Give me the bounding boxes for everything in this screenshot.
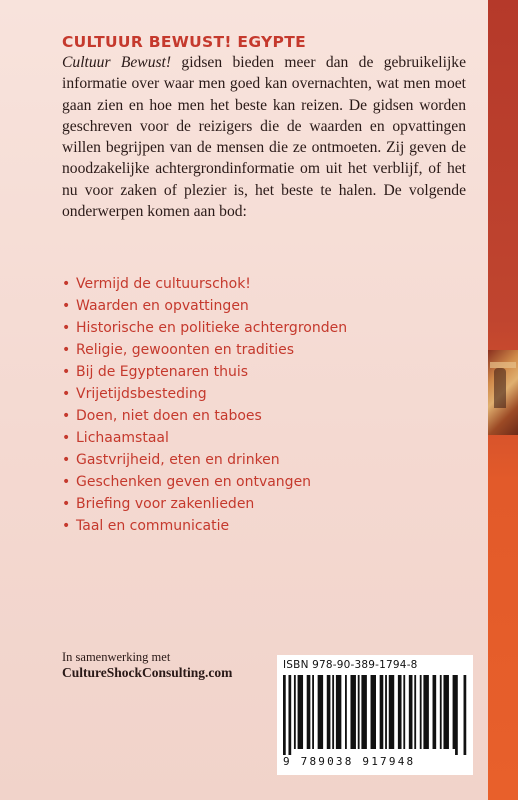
barcode-bar (358, 675, 360, 749)
bullet-icon: • (62, 474, 71, 490)
barcode-bar (443, 675, 448, 749)
barcode-bar (398, 675, 402, 749)
barcode-bar (318, 675, 323, 749)
bullet-icon: • (62, 496, 71, 512)
barcode-bar (455, 675, 458, 755)
barcode-bar (433, 675, 437, 749)
topic-label: Gastvrijheid, eten en drinken (76, 452, 280, 468)
bullet-icon: • (62, 518, 71, 534)
intro-paragraph (62, 52, 466, 222)
topic-item (62, 361, 466, 383)
topic-label: Vermijd de cultuurschok! (76, 276, 251, 292)
barcode-bar (312, 675, 314, 749)
barcode-bar (336, 675, 341, 749)
topics-list (62, 273, 466, 537)
topic-item (62, 383, 466, 405)
barcode-bar (414, 675, 416, 749)
topic-label: Bij de Egyptenaren thuis (76, 364, 249, 380)
barcode-bar (464, 675, 467, 755)
topic-label: Doen, niet doen en taboes (76, 408, 262, 424)
barcode-bar (361, 675, 366, 749)
barcode-bar (288, 675, 291, 755)
barcode-bar (389, 675, 394, 749)
barcode-bar (294, 675, 296, 749)
ean-number: 9 789038 917948 (283, 755, 416, 768)
bullet-icon: • (62, 320, 71, 336)
barcode-bar (409, 675, 413, 749)
egyptian-relief-image (488, 350, 518, 435)
barcode-bar (403, 675, 405, 749)
topic-label: Waarden en opvattingen (76, 298, 249, 314)
barcode-bar (350, 675, 355, 749)
barcode-bar (423, 675, 428, 749)
topic-label: Briefing voor zakenlieden (76, 496, 255, 512)
barcode-bar (380, 675, 384, 749)
bullet-icon: • (62, 276, 71, 292)
barcode-panel (277, 655, 473, 775)
topic-item (62, 515, 466, 537)
topic-item (62, 317, 466, 339)
website-link[interactable]: CultureShockConsulting.com (62, 665, 233, 680)
topic-label: Taal en communicatie (76, 518, 230, 534)
series-name: Cultuur Bewust! (62, 54, 172, 71)
topic-item (62, 273, 466, 295)
barcode-bar (327, 675, 331, 749)
barcode-bar (371, 675, 376, 749)
barcode-bar (420, 675, 422, 749)
topic-label: Lichaamstaal (76, 430, 169, 446)
bullet-icon: • (62, 452, 71, 468)
collaboration-note: In samenwerking met (62, 650, 171, 664)
bullet-icon: • (62, 430, 71, 446)
barcode-bar (345, 675, 347, 749)
bullet-icon: • (62, 408, 71, 424)
bullet-icon: • (62, 298, 71, 314)
barcode-bar (307, 675, 311, 749)
topic-item (62, 471, 466, 493)
bullet-icon: • (62, 342, 71, 358)
intro-text: gidsen bieden meer dan de gebruikelijke informatie over waar men goed kan overnachten, wat men moet gaan zien en hoe men het beste kan reizen. De gidsen worden geschreven voor de reizigers die de waarden en opvattingen willen begrijpen van de mensen die ze ontmoeten. Zij geven de noodzakelijke achtergrondinformatie om uit het verblijf, of het nu voor zaken of plezier is, het beste te halen. De volgende onderwerpen komen aan bod: (62, 54, 466, 221)
topic-label: Vrijetijdsbesteding (76, 386, 207, 402)
isbn-label: ISBN 978-90-389-1794-8 (283, 659, 418, 671)
book-title: CULTUUR BEWUST! EGYPTE (62, 33, 306, 51)
topic-item (62, 449, 466, 471)
topic-item (62, 493, 466, 515)
topic-item (62, 427, 466, 449)
barcode-bar (332, 675, 334, 749)
bullet-icon: • (62, 386, 71, 402)
topic-item (62, 295, 466, 317)
barcode-bar (283, 675, 286, 755)
topic-label: Religie, gewoonten en tradities (76, 342, 294, 358)
bullet-icon: • (62, 364, 71, 380)
topic-label: Historische en politieke achtergronden (76, 320, 348, 336)
topic-label: Geschenken geven en ontvangen (76, 474, 312, 490)
barcode-bar (385, 675, 387, 749)
barcode-bar (298, 675, 303, 749)
barcode-bar (440, 675, 442, 749)
topic-item (62, 339, 466, 361)
topic-item (62, 405, 466, 427)
barcode-icon (283, 675, 469, 755)
